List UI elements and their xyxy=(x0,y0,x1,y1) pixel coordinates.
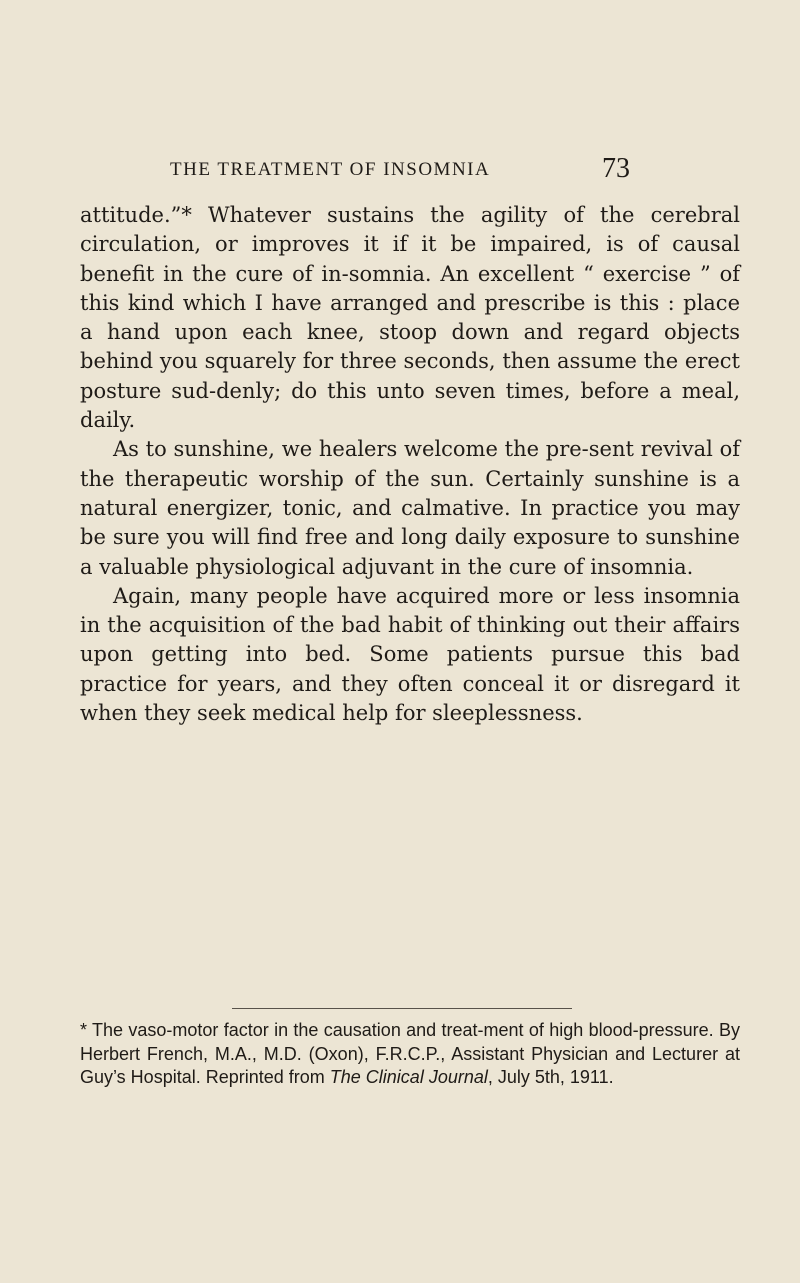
paragraph-2: As to sunshine, we healers welcome the pre-sent revival of the therapeutic worship of the sun. Certainly sunshine is a natural energizer, tonic, and calmative. In practice you may be sure you will find free and long daily exposure to sunshine a valuable physiological adjuvant in the cure of insomnia. xyxy=(80,437,740,579)
running-header xyxy=(80,153,740,187)
footnote-rule xyxy=(232,1008,572,1009)
footnote-text-before: * The vaso-motor factor in the causation and treat-ment of high blood-pressure. By Herbert French, M.A., M.D. (Oxon), F.R.C.P., Assistant Physician and Lecturer at Guy’s Hospital. Reprinted from xyxy=(80,1020,740,1088)
footnote-journal-title: The Clinical Journal xyxy=(329,1067,488,1088)
running-title: THE TREATMENT OF INSOMNIA xyxy=(170,159,491,180)
page-number: 73 xyxy=(602,153,630,184)
body-text xyxy=(80,201,740,728)
paragraph-1: attitude.”* Whatever sustains the agility of the cerebral circulation, or improves it if it be impaired, is of causal benefit in the cure of in-somnia. An excellent “ exercise ” of this kind which I have arranged and prescribe is this : place a hand upon each knee, stoop down and regard objects behind you squarely for three seconds, then assume the erect posture sud-denly; do this unto seven times, before a meal, daily. xyxy=(80,203,740,433)
footnote-text-after: , July 5th, 1911. xyxy=(487,1067,614,1088)
book-page xyxy=(80,153,740,1088)
paragraph-3: Again, many people have acquired more or less insomnia in the acquisition of the bad habit of thinking out their affairs upon getting into bed. Some patients pursue this bad practice for years, and they often conceal it or disregard it when they seek medical help for sleeplessness. xyxy=(80,583,740,726)
footnote xyxy=(80,1019,740,1090)
